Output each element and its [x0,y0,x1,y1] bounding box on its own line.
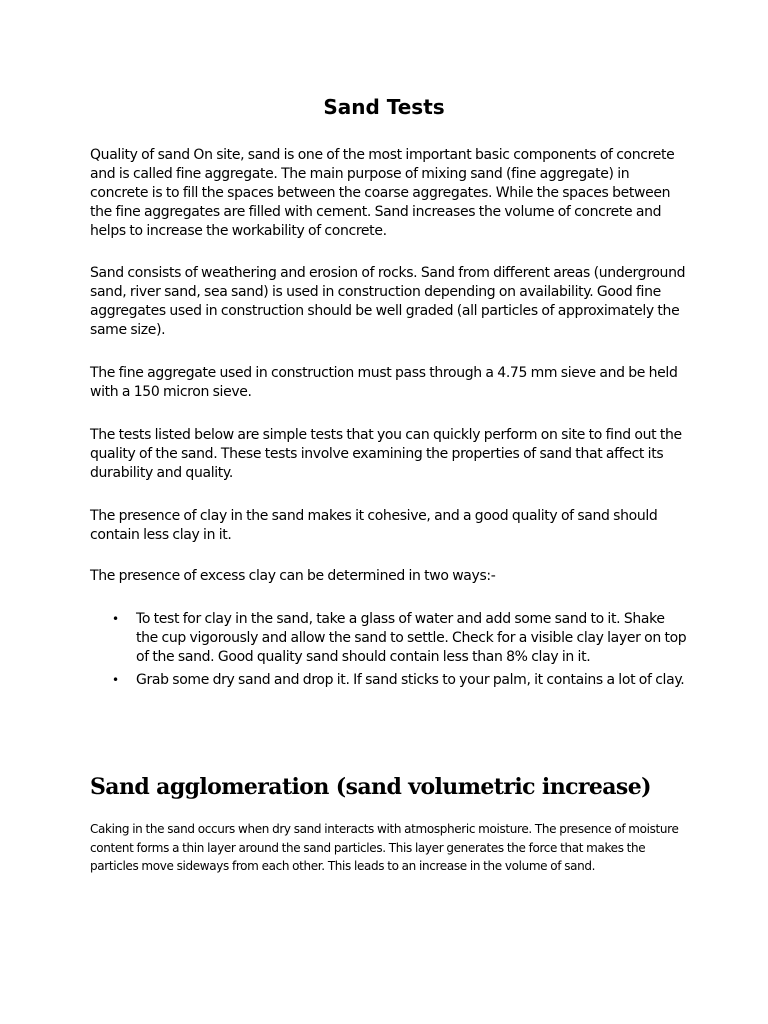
paragraph-sand-composition: Sand consists of weathering and erosion of rocks. Sand from different areas (underground sand, river sand, sea sand) is used in construction depending on availability. Good fine aggregates used in construction should be well graded (all particles of approximately the same size). [90,265,686,338]
paragraph-sand-quality: Quality of sand On site, sand is one of the most important basic components of concrete and is called fine aggregate. The main purpose of mixing sand (fine aggregate) in concrete is to fill the spaces between the coarse aggregates. While the spaces between the fine aggregates are filled with cement. Sand increases the volume of concrete and helps to increase the workability of concrete. [90,147,675,239]
list-item-text: To test for clay in the sand, take a glass of water and add some sand to it. Shake the cup vigorously and allow the sand to settle. Check for a visible clay layer on top of the sand. Good quality sand should contain less than 8% clay in it. [136,611,687,665]
paragraph-sand-agglomeration: Caking in the sand occurs when dry sand interacts with atmospheric moisture. The presence of moisture content forms a thin layer around the sand particles. This layer generates the force that makes the particles move sideways from each other. This leads to an increase in the volume of sand. [90,822,679,873]
bullet-icon: • [112,673,119,687]
paragraph-sieve-requirement: The fine aggregate used in construction must pass through a 4.75 mm sieve and be held with a 150 micron sieve. [90,365,678,400]
section-heading: Sand agglomeration (sand volumetric increase) [90,774,651,800]
clay-test-list [90,610,690,694]
list-item-text: Grab some dry sand and drop it. If sand sticks to your palm, it contains a lot of clay. [136,672,685,688]
list-item [90,610,690,667]
paragraph-excess-clay-intro: The presence of excess clay can be determined in two ways:- [90,568,496,584]
bullet-icon: • [112,612,119,626]
paragraph-site-tests: The tests listed below are simple tests that you can quickly perform on site to find out the quality of the sand. These tests involve examining the properties of sand that affect its durability and quality. [90,427,682,481]
list-item [90,671,690,690]
paragraph-clay-presence: The presence of clay in the sand makes it cohesive, and a good quality of sand should contain less clay in it. [90,508,658,543]
page-title: Sand Tests [323,95,445,119]
